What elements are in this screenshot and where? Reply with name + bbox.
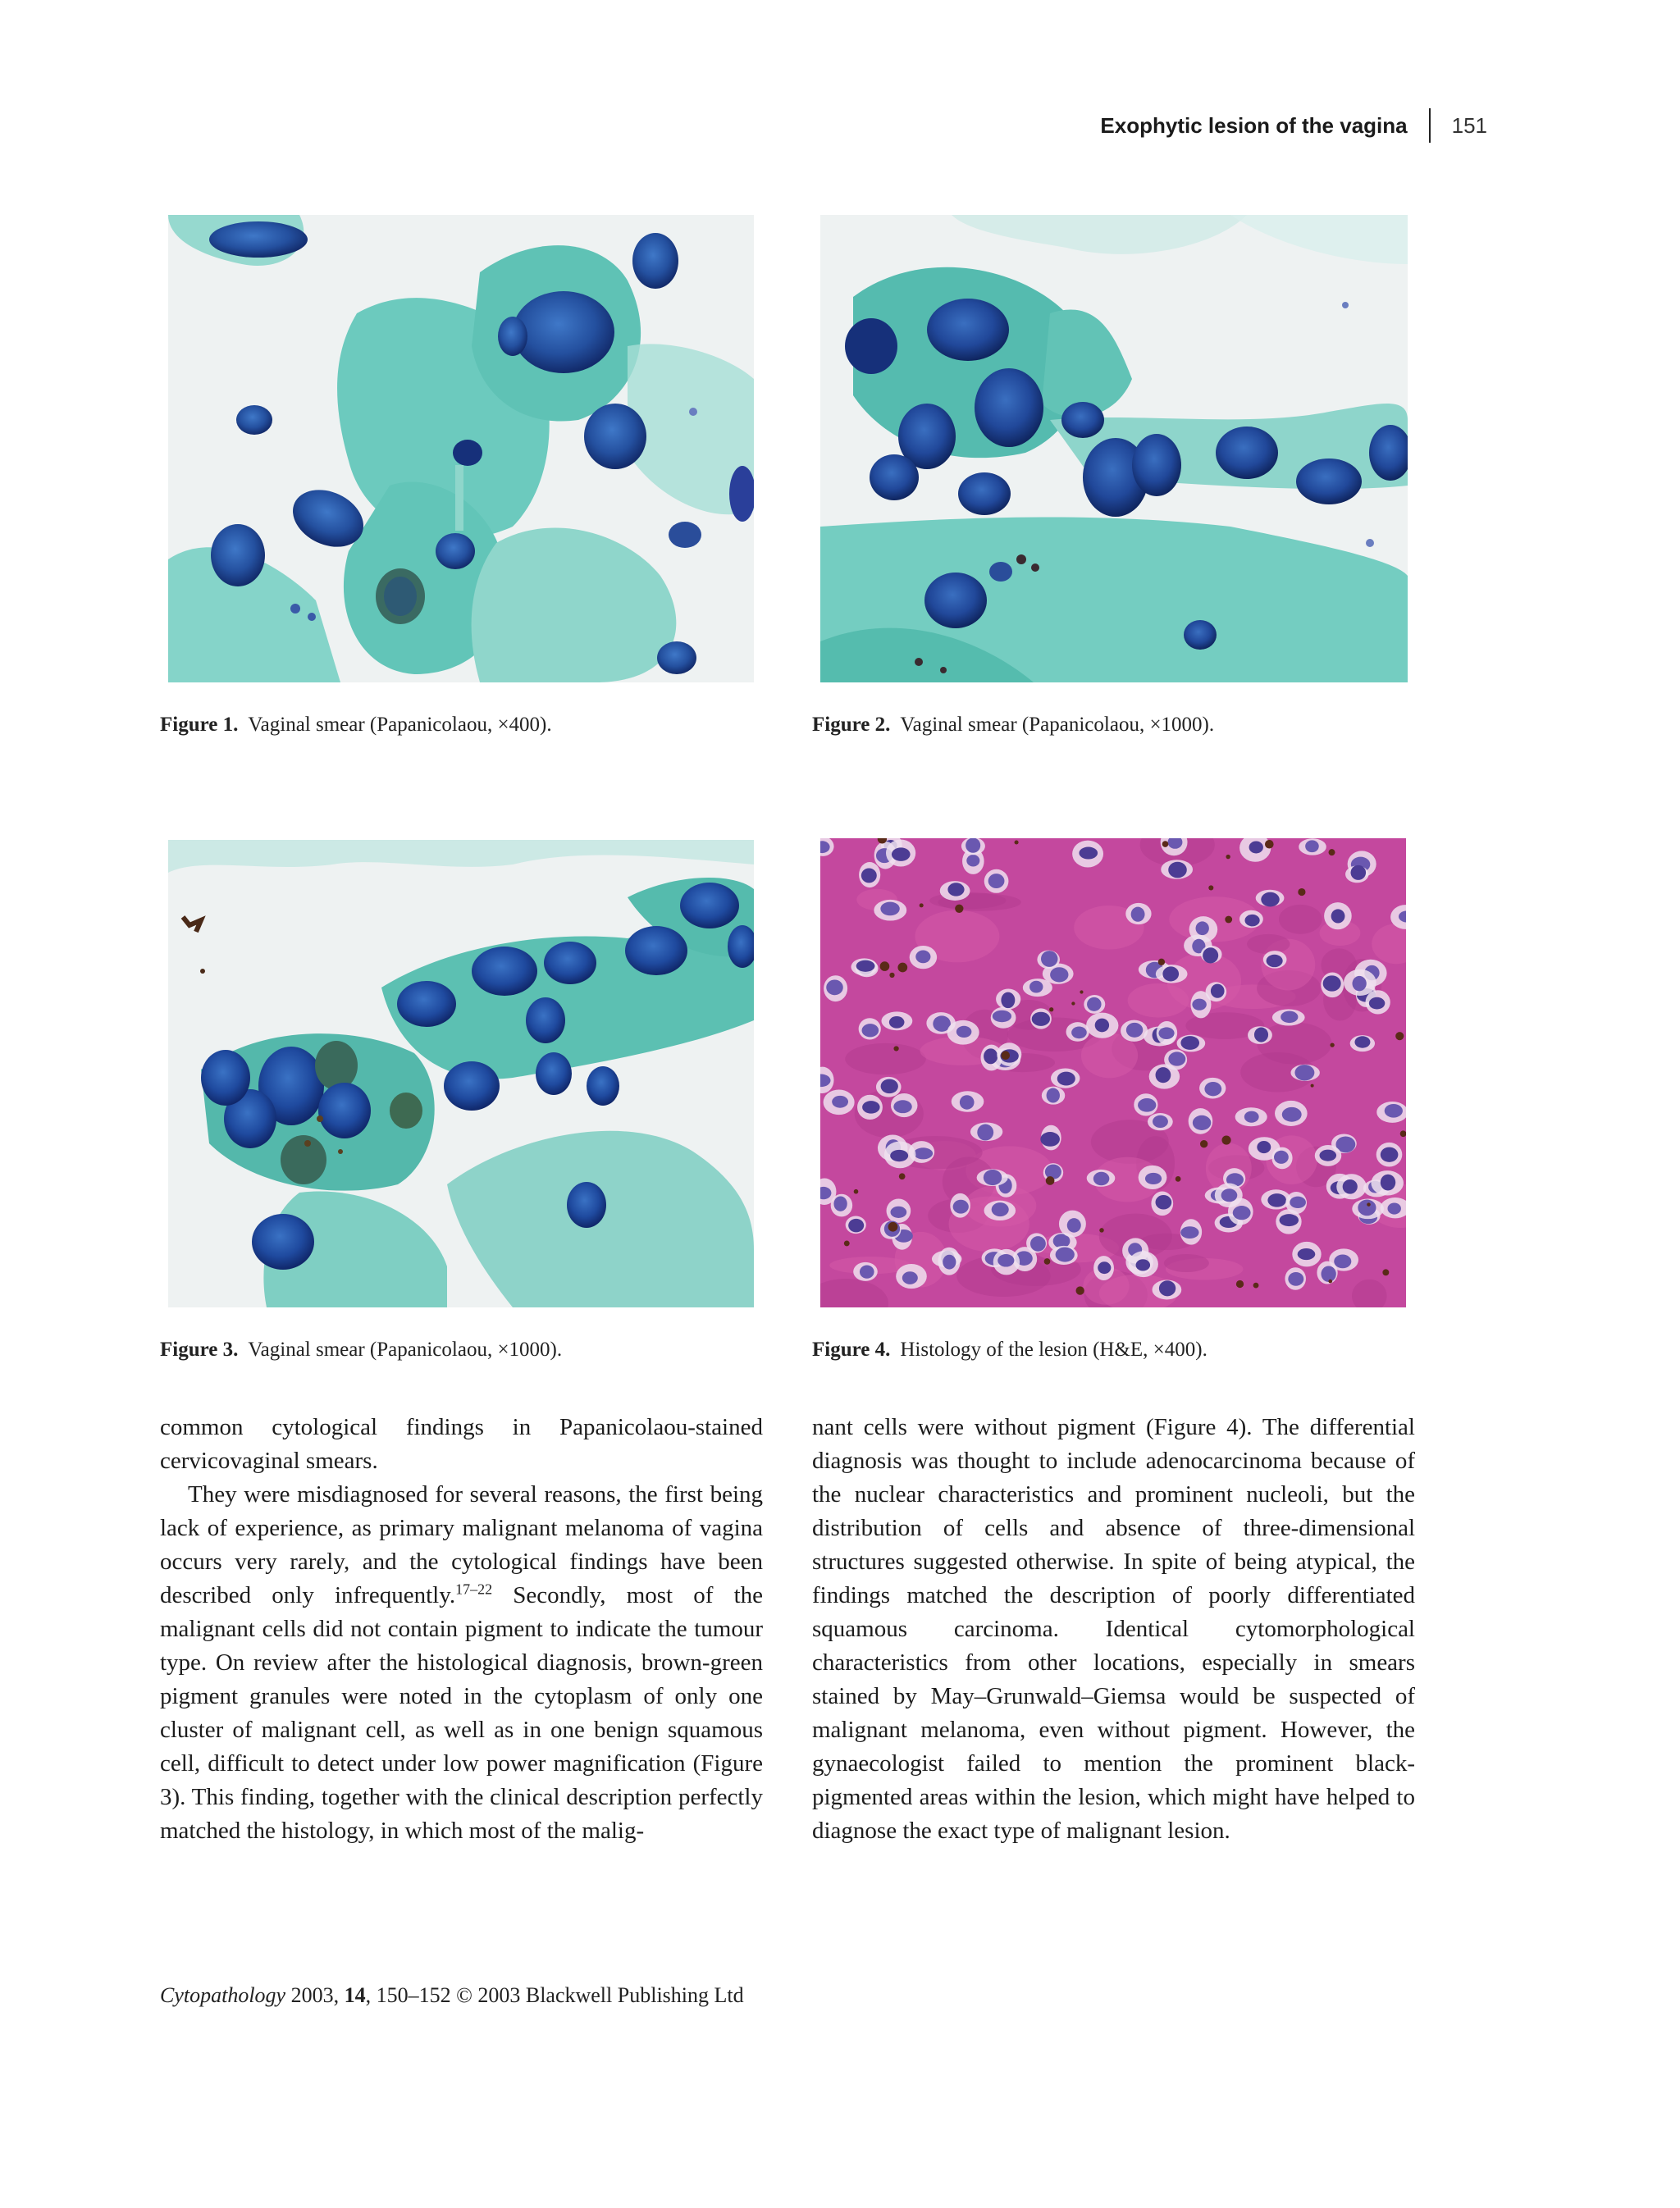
running-head [1100,108,1487,143]
reference-citation: 17–22 [455,1581,493,1598]
page-number: 151 [1451,112,1487,138]
figure-4-caption [812,1339,1208,1362]
figure-2-label: Figure 2. [812,714,891,736]
journal-volume: 14 [344,1983,366,2007]
running-head-divider [1429,108,1431,143]
paragraph-text: Secondly, most of the malignant cells did not contain pigment to indicate the tumour type. On review after the histological diagnosis, brown-green pigment granules were noted in the cytoplasm of only one cluster of malignant cell, as well as in one benign squamous cell, difficult to detect under low power magnification (Figure 3). This finding, together with the clinical description perfectly matched the histology, in which most of the malig- [160,1582,763,1844]
figure-3-micrograph [168,840,754,1307]
paragraph: common cytological findings in Papanicolaou-stained cervicovaginal smears. [160,1414,763,1474]
figure-1-caption-text: Vaginal smear (Papanicolaou, ×400). [248,714,552,736]
page-footer [160,1983,744,2008]
paragraph: nant cells were without pigment (Figure 4). The differential diagnosis was thought to include adenocarcinoma because of the nuclear characteristics and prominent nucleoli, but the distribution of cells and absence of three-dimensional structures suggested otherwise. In spite of being atypical, the findings matched the description of poorly differentiated squamous carcinoma. Identical cytomorphological characteristics from other locations, especially in smears stained by May–Grunwald–Giemsa would be suspected of malignant melanoma, even without pigment. However, the gynaecologist failed to mention the prominent black-pigmented areas within the lesion, which might have helped to diagnose the exact type of malignant lesion. [812,1414,1415,1844]
figure-1-micrograph [168,215,754,682]
paragraph-text: They were misdiagnosed for several reasons, the first being lack of experience, as primary malignant melanoma of vagina occurs very rarely, and the cytological findings have been described only infrequently. [160,1481,763,1608]
figure-3-caption-text: Vaginal smear (Papanicolaou, ×1000). [248,1339,563,1361]
figure-3-caption [160,1339,562,1362]
body-column-left [160,1411,763,1848]
figure-2-micrograph [820,215,1408,682]
figure-4-label: Figure 4. [812,1339,891,1361]
journal-pages-copyright: , 150–152 © 2003 Blackwell Publishing Ltd [365,1983,744,2007]
figure-2-caption-text: Vaginal smear (Papanicolaou, ×1000). [900,714,1215,736]
figure-1-label: Figure 1. [160,714,239,736]
figure-4-micrograph [820,838,1406,1307]
journal-year: 2003, [285,1983,345,2007]
body-column-right [812,1411,1415,1848]
figure-4-caption-text: Histology of the lesion (H&E, ×400). [900,1339,1208,1361]
figure-1-caption [160,714,552,737]
figure-3-label: Figure 3. [160,1339,239,1361]
journal-name: Cytopathology [160,1983,286,2007]
running-head-title: Exophytic lesion of the vagina [1100,112,1408,138]
paragraph [160,1478,763,1848]
figure-2-caption [812,714,1214,737]
